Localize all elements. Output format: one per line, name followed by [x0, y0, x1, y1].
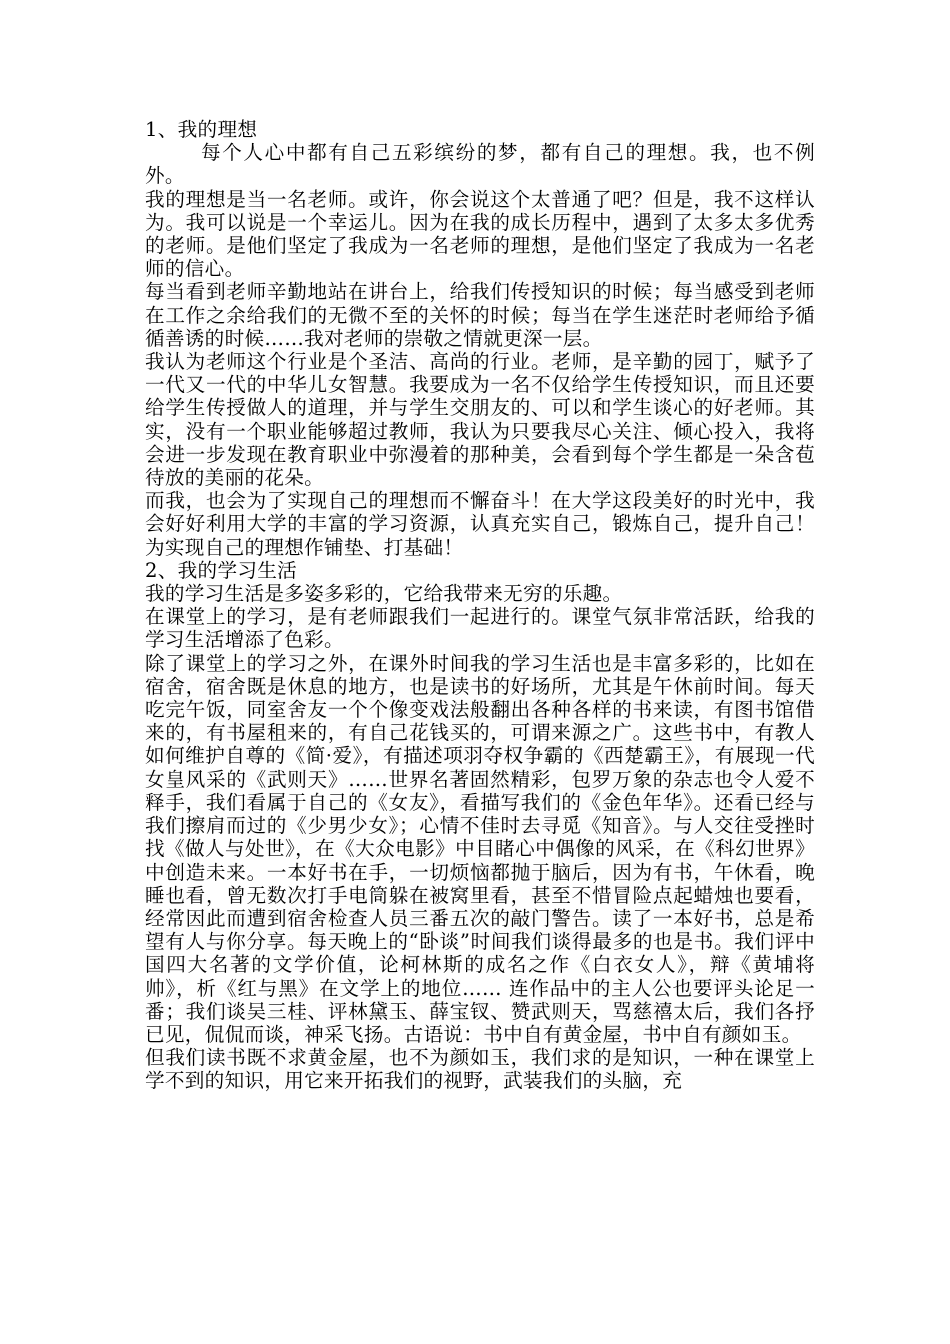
- paragraph: 在课堂上的学习，是有老师跟我们一起进行的。课堂气氛非常活跃，给我的学习生活增添了色彩。: [145, 605, 815, 652]
- paragraph: 但我们读书既不求黄金屋，也不为颜如玉，我们求的是知识，一种在课堂上学不到的知识，用它来开拓我们的视野，武装我们的头脑，充: [145, 1046, 815, 1093]
- paragraph: 我的理想是当一名老师。或许，你会说这个太普通了吧？但是，我不这样认为。我可以说是一个幸运儿。因为在我的成长历程中，遇到了太多太多优秀的老师。是他们坚定了我成为一名老师的理想，是他们坚定了我成为一名老师的信心。: [145, 187, 815, 281]
- paragraph: 我认为老师这个行业是个圣洁、高尚的行业。老师，是辛勤的园丁，赋予了一代又一代的中华儿女智慧。我要成为一名不仅给学生传授知识，而且还要给学生传授做人的道理，并与学生交朋友的、可以和学生谈心的好老师。其实，没有一个职业能够超过教师，我认为只要我尽心关注、倾心投入，我将会进一步发现在教育职业中弥漫着的那种美，会看到每个学生都是一朵含苞待放的美丽的花朵。: [145, 350, 815, 490]
- section-heading-study-life: 2、我的学习生活: [145, 558, 298, 582]
- document-page: [145, 118, 815, 1093]
- paragraph: 我的学习生活是多姿多彩的，它给我带来无穷的乐趣。: [145, 582, 623, 606]
- paragraph: 除了课堂上的学习之外，在课外时间我的学习生活也是丰富多彩的，比如在宿舍，宿舍既是休息的地方，也是读书的好场所，尤其是午休前时间。每天吃完午饭，同室舍友一个个像变戏法般翻出各种各样的书来读，有图书馆借来的，有书屋租来的，有自己花钱买的，可谓来源之广。这些书中，有教人如何维护自尊的《简·爱》，有描述项羽夺权争霸的《西楚霸王》，有展现一代女皇风采的《武则天》……世界名著固然精彩，包罗万象的杂志也令人爱不释手，我们看属于自己的《女友》，看描写我们的《金色年华》。还看已经与我们擦肩而过的《少男少女》；心情不佳时去寻觅《知音》。与人交往受挫时找《做人与处世》，在《大众电影》中目睹心中偶像的风采，在《科幻世界》中创造未来。一本好书在手，一切烦恼都抛于脑后，因为有书，午休看，晚睡也看，曾无数次打手电筒躲在被窝里看，甚至不惜冒险点起蜡烛也要看，经常因此而遭到宿舍检查人员三番五次的敲门警告。读了一本好书，总是希望有人与你分享。每天晚上的“卧谈”时间我们谈得最多的也是书。我们评中国四大名著的文学价值，论柯林斯的成名之作《白衣女人》，辩《黄埔将帅》，析《红与黑》在文学上的地位…… 连作品中的主人公也要评头论足一番；我们谈吴三桂、评林黛玉、薛宝钗、赞武则天，骂慈禧太后，我们各抒已见，侃侃而谈，神采飞扬。古语说：书中自有黄金屋，书中自有颜如玉。: [145, 651, 815, 1046]
- paragraph: 每当看到老师辛勤地站在讲台上，给我们传授知识的时候；每当感受到老师在工作之余给我们的无微不至的关怀的时候；每当在学生迷茫时老师给予循循善诱的时候……我对老师的崇敬之情就更深一层。: [145, 280, 815, 350]
- section-heading-ideal: 1、我的理想: [145, 118, 258, 141]
- paragraph: 每个人心中都有自己五彩缤纷的梦，都有自己的理想。我，也不例外。: [145, 141, 815, 188]
- paragraph: 而我，也会为了实现自己的理想而不懈奋斗！在大学这段美好的时光中，我会好好利用大学的丰富的学习资源，认真充实自己，锻炼自己，提升自己！为实现自己的理想作铺垫、打基础！: [145, 489, 815, 559]
